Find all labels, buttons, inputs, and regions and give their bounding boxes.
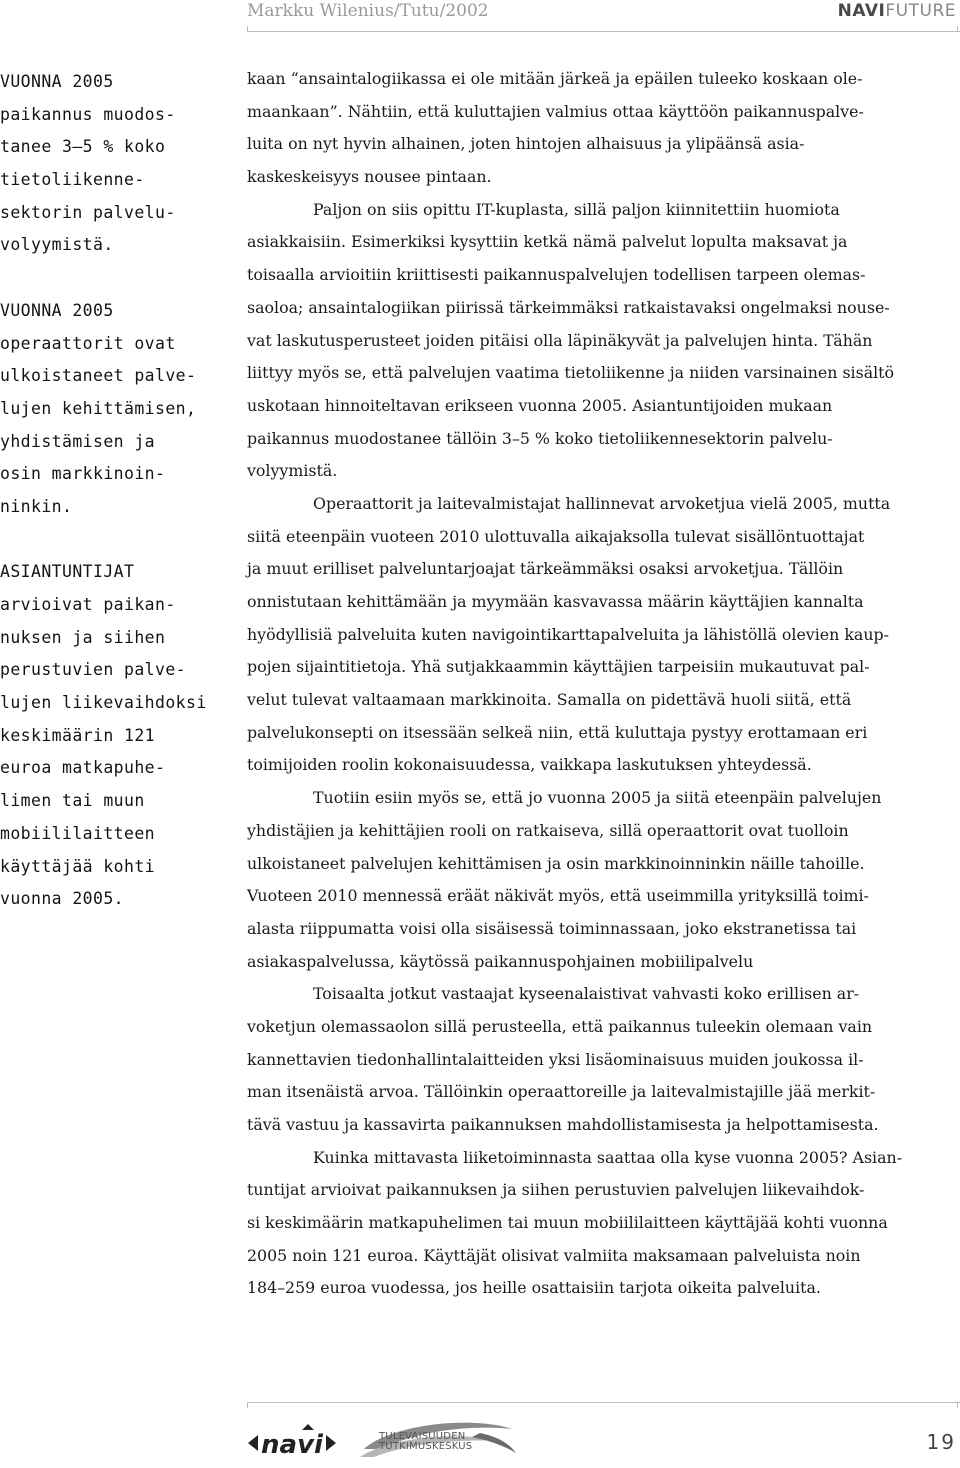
body-line: voketjun olemassaolon sillä perusteella, että paikannus tuleekin olemaan vain: [247, 1016, 873, 1036]
body-line: hyödyllisiä palveluita kuten navigointikarttapalveluita ja lähistöllä olevien kaup-: [247, 624, 889, 644]
sidebar-quote-line: arvioivat paikan-: [0, 595, 176, 614]
sidebar-quote-line: lujen kehittämisen,: [0, 398, 197, 418]
body-line: Toisaalta jotkut vastaajat kyseenalaistivat vahvasti koko erillisen ar-: [313, 984, 860, 1004]
header-rule: [247, 31, 960, 32]
body-line: Operaattorit ja laitevalmistajat hallinnevat arvoketjua vielä 2005, mutta: [313, 493, 891, 513]
running-header-author: Markku Wilenius/Tutu/2002: [247, 1, 489, 21]
header-rule-tick-left: [247, 26, 248, 32]
sidebar-quote-line: yhdistämisen ja: [0, 431, 156, 451]
sidebar-quote-line: lujen liikevaihdoksi: [0, 693, 207, 713]
body-line: yhdistäjien ja kehittäjien rooli on ratkaiseva, sillä operaattorit ovat tuolloin: [247, 820, 849, 840]
header-rule-tick-right: [957, 26, 958, 32]
brand-strong: NAVI: [837, 1, 886, 21]
body-line: Tuotiin esiin myös se, että jo vuonna 2005 ja siitä eteenpäin palvelujen: [313, 788, 882, 808]
sidebar-quote-line: sektorin palvelu-: [0, 202, 176, 222]
body-paragraph: [247, 1142, 957, 1305]
navifuture-brand: [838, 0, 956, 24]
body-line: 184–259 euroa vuodessa, jos heille osattaisiin tarjota oikeita palveluita.: [247, 1278, 821, 1298]
sidebar-quote-line: VUONNA 2005: [0, 72, 114, 91]
navi-logo: [248, 1424, 336, 1462]
body-line: onnistutaan kehittämään ja myymään kasvavassa määrin käyttäjien kannalta: [247, 592, 864, 611]
page-number: 19: [926, 1430, 956, 1454]
tt-logo-line2: TUTKIMUSKESKUS: [379, 1441, 473, 1452]
body-line: saoloa; ansaintalogiikan piirissä tärkeimmäksi ratkaistavaksi ongelmaksi nouse-: [247, 297, 890, 317]
sidebar-quote-line: ninkin.: [0, 496, 73, 516]
sidebar-quote-line: nuksen ja siihen: [0, 627, 166, 647]
body-line: kaskeskeisyys nousee pintaan.: [247, 167, 492, 187]
body-line: siitä eteenpäin vuoteen 2010 ulottuvalla aikajaksolla tulevat sisällöntuottajat: [247, 526, 865, 546]
sidebar-quote-line: paikannus muodos-: [0, 104, 176, 124]
brand-rest: FUTURE: [885, 1, 956, 21]
sidebar-quote: [0, 66, 232, 262]
main-body-text: [247, 63, 957, 1305]
body-paragraph: [247, 782, 957, 978]
body-line: maankaan”. Nähtiin, että kuluttajien valmius ottaa käyttöön paikannuspalve-: [247, 101, 864, 121]
sidebar-quote-line: mobiililaitteen: [0, 823, 156, 843]
sidebar-quote-line: keskimäärin 121: [0, 725, 156, 745]
body-line: si keskimäärin matkapuhelimen tai muun mobiililaitteen käyttäjää kohti vuonna: [247, 1213, 888, 1233]
footer-rule: [247, 1402, 960, 1403]
body-line: alasta riippumatta voisi olla sisäisessä toiminnassaan, joko ekstranetissa tai: [247, 918, 857, 938]
sidebar-pull-quotes: [0, 66, 232, 949]
body-line: asiakkaisiin. Esimerkiksi kysyttiin ketkä nämä palvelut lopulta maksavat ja: [247, 232, 848, 252]
body-line: liittyy myös se, että palvelujen vaatima tietoliikenne ja niiden varsinainen sisältö: [247, 363, 895, 383]
sidebar-quote: [0, 295, 232, 524]
body-line: Paljon on siis opittu IT-kuplasta, sillä paljon kiinnitettiin huomiota: [313, 199, 840, 219]
body-paragraph: [247, 978, 957, 1141]
sidebar-quote-line: volyymistä.: [0, 235, 114, 255]
body-line: Kuinka mittavasta liiketoiminnasta saattaa olla kyse vuonna 2005? Asian-: [313, 1147, 903, 1167]
tt-logo-line1: TULEVAISUUDEN: [379, 1431, 466, 1442]
body-line: uskotaan hinnoiteltavan erikseen vuonna 2005. Asiantuntijoiden mukaan: [247, 395, 833, 415]
body-line: paikannus muodostanee tällöin 3–5 % koko tietoliikennesektorin palvelu-: [247, 428, 833, 448]
body-line: man itsenäistä arvoa. Tällöinkin operaattoreille ja laitevalmistajille jää merkit-: [247, 1082, 876, 1102]
sidebar-quote-line: VUONNA 2005: [0, 300, 114, 320]
sidebar-quote-line: tanee 3–5 % koko: [0, 137, 166, 157]
body-line: tuntijat arvioivat paikannuksen ja siihen perustuvien palvelujen liikevaihdok-: [247, 1180, 865, 1200]
body-line: 2005 noin 121 euroa. Käyttäjät olisivat valmiita maksamaan palveluista noin: [247, 1245, 861, 1265]
sidebar-quote-line: ulkoistaneet palve-: [0, 366, 197, 386]
body-line: asiakaspalvelussa, käytössä paikannuspohjainen mobiilipalvelu: [247, 951, 754, 971]
sidebar-quote-line: operaattorit ovat: [0, 333, 176, 353]
footer-rule-tick-left: [247, 1402, 248, 1408]
tutkimuskeskus-logo-text: [379, 1432, 472, 1452]
body-line: kaan “ansaintalogiikassa ei ole mitään järkeä ja epäilen tuleeko koskaan ole-: [247, 69, 863, 88]
sidebar-quote-line: limen tai muun: [0, 791, 145, 811]
body-line: Vuoteen 2010 mennessä eräät näkivät myös, että useimmilla yrityksillä toimi-: [247, 886, 869, 906]
sidebar-quote-line: ASIANTUNTIJAT: [0, 562, 135, 582]
footer-rule-tick-right: [957, 1402, 958, 1408]
body-paragraph: [247, 488, 957, 782]
body-line: ja muut erilliset palveluntarjoajat tärkeämmäksi osaksi arvoketjua. Tällöin: [247, 559, 844, 579]
body-line: ulkoistaneet palvelujen kehittämisen ja osin markkinoinninkin näille tahoille.: [247, 853, 865, 873]
body-line: toimijoiden roolin kokonaisuudessa, vaikkapa laskutuksen yhteydessä.: [247, 755, 812, 775]
sidebar-quote-line: vuonna 2005.: [0, 889, 125, 909]
sidebar-quote-line: euroa matkapuhe-: [0, 758, 166, 778]
body-line: vat laskutusperusteet joiden pitäisi olla läpinäkyvät ja palvelujen hinta. Tähän: [247, 330, 873, 350]
body-line: volyymistä.: [247, 461, 338, 481]
sidebar-quote: [0, 556, 232, 916]
body-paragraph: [247, 194, 957, 488]
sidebar-quote-line: tietoliikenne-: [0, 170, 145, 190]
body-line: toisaalla arvioitiin kriittisesti paikannuspalvelujen todellisen tarpeen olemas-: [247, 265, 866, 285]
navi-logo-text: navi: [261, 1430, 323, 1460]
body-line: pojen sijaintitietoja. Yhä sutjakkaammin käyttäjien tarpeisiin mukautuvat pal-: [247, 657, 870, 677]
body-line: velut tulevat valtaamaan markkinoita. Samalla on pidettävä huoli siitä, että: [247, 690, 852, 710]
sidebar-quote-line: osin markkinoin-: [0, 464, 166, 484]
body-paragraph: [247, 63, 957, 194]
body-line: kannettavien tiedonhallintalaitteiden yksi lisäominaisuus muiden joukossa il-: [247, 1049, 864, 1069]
sidebar-quote-line: perustuvien palve-: [0, 660, 187, 680]
body-line: luita on nyt hyvin alhainen, joten hintojen alhaisuus ja ylipäänsä asia-: [247, 134, 805, 154]
body-line: palvelukonsepti on itsessään selkeä niin, että kuluttaja pystyy erottamaan eri: [247, 722, 868, 742]
body-line: tävä vastuu ja kassavirta paikannuksen mahdollistamisesta ja helpottamisesta.: [247, 1115, 879, 1134]
sidebar-quote-line: käyttäjää kohti: [0, 856, 156, 876]
